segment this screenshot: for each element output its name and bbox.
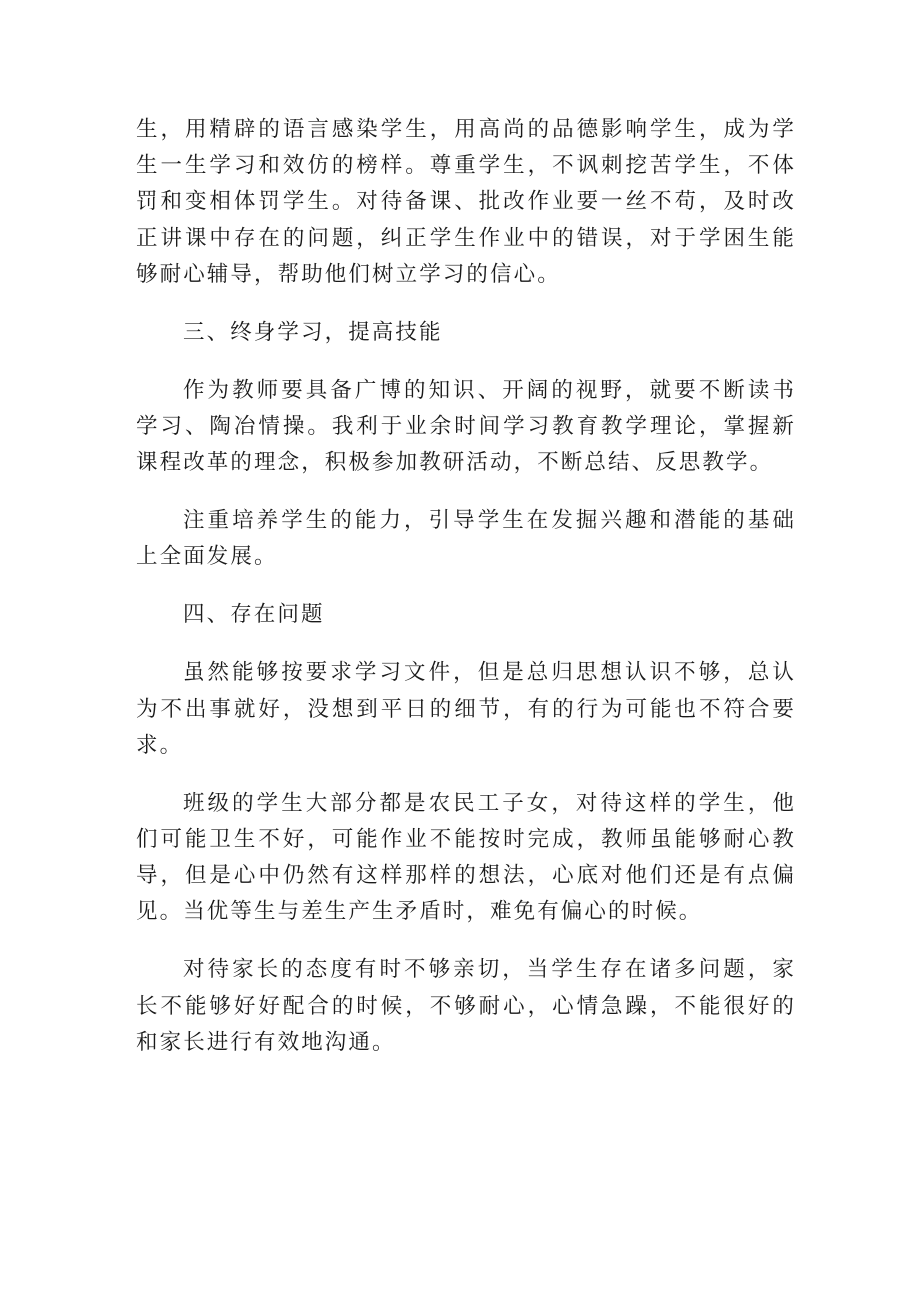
paragraph-student-ability: 注重培养学生的能力，引导学生在发掘兴趣和潜能的基础上全面发展。 <box>136 508 796 570</box>
section-heading-four: 四、存在问题 <box>183 602 325 628</box>
paragraph-issue-parents: 对待家长的态度有时不够亲切，当学生存在诸多问题，家长不能够好好配合的时候，不够耐心，心情急躁，不能很好的和家长进行有效地沟通。 <box>136 957 796 1055</box>
paragraph-continued: 生，用精辟的语言感染学生，用高尚的品德影响学生，成为学生一生学习和效仿的榜样。尊重学生，不讽刺挖苦学生，不体罚和变相体罚学生。对待备课、批改作业要一丝不苟，及时改正讲课中存在的问题，纠正学生作业中的错误，对于学困生能够耐心辅导，帮助他们树立学习的信心。 <box>136 117 796 287</box>
section-heading-three: 三、终身学习，提高技能 <box>183 319 443 345</box>
paragraph-issue-awareness: 虽然能够按要求学习文件，但是总归思想认识不够，总认为不出事就好，没想到平日的细节，有的行为可能也不符合要求。 <box>136 660 796 758</box>
paragraph-lifelong-learning: 作为教师要具备广博的知识、开阔的视野，就要不断读书学习、陶冶情操。我利于业余时间学习教育教学理论，掌握新课程改革的理念，积极参加教研活动，不断总结、反思教学。 <box>136 377 796 476</box>
document-body <box>136 112 796 1083</box>
paragraph-issue-bias: 班级的学生大部分都是农民工子女，对待这样的学生，他们可能卫生不好，可能作业不能按时完成，教师虽能够耐心教导，但是心中仍然有这样那样的想法，心底对他们还是有点偏见。当优等生与差生产生矛盾时，难免有偏心的时候。 <box>136 790 796 925</box>
